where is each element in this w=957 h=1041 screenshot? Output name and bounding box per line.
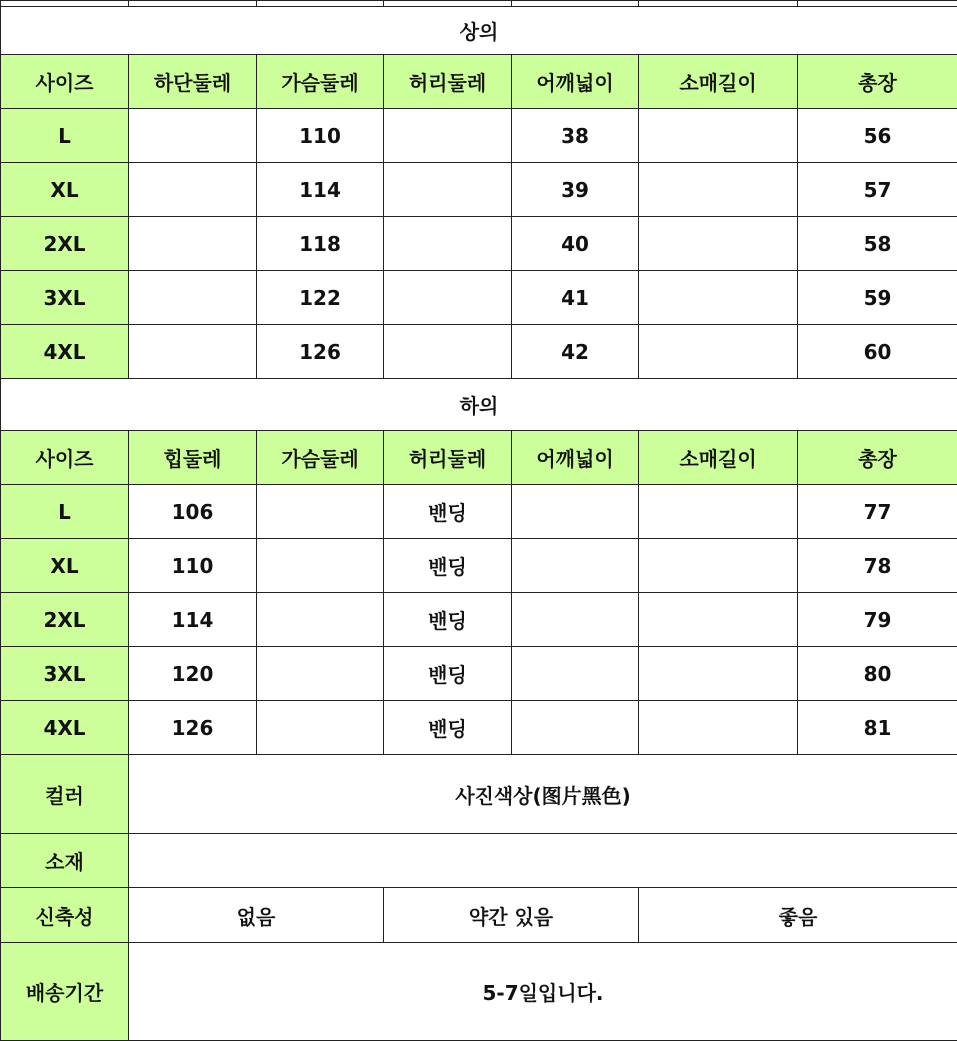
measurement-cell	[384, 271, 512, 325]
measurement-cell: 밴딩	[384, 647, 512, 701]
measurement-cell: 78	[798, 539, 957, 593]
measurement-cell: 59	[798, 271, 957, 325]
measurement-cell	[512, 593, 639, 647]
color-label: 컬러	[1, 755, 129, 834]
size-label-cell: XL	[1, 539, 129, 593]
measurement-cell	[384, 325, 512, 379]
measurement-cell	[639, 109, 798, 163]
size-label-cell: 4XL	[1, 701, 129, 755]
table-row	[1, 325, 957, 379]
measurement-cell: 106	[129, 485, 257, 539]
measurement-cell	[639, 701, 798, 755]
measurement-cell: 39	[512, 163, 639, 217]
shipping-value: 5-7일입니다.	[129, 943, 957, 1041]
table-row	[1, 701, 957, 755]
measurement-cell: 57	[798, 163, 957, 217]
measurement-cell: 42	[512, 325, 639, 379]
measurement-cell: 41	[512, 271, 639, 325]
header-cell: 가슴둘레	[257, 431, 384, 485]
measurement-cell: 126	[129, 701, 257, 755]
size-label-cell: L	[1, 109, 129, 163]
measurement-cell: 60	[798, 325, 957, 379]
table-row	[1, 109, 957, 163]
measurement-cell: 120	[129, 647, 257, 701]
size-label-cell: 2XL	[1, 593, 129, 647]
measurement-cell: 79	[798, 593, 957, 647]
measurement-cell	[257, 485, 384, 539]
header-cell: 사이즈	[1, 55, 129, 109]
measurement-cell: 114	[257, 163, 384, 217]
header-cell: 소매길이	[639, 55, 798, 109]
color-value: 사진색상(图片黑色)	[129, 755, 957, 834]
measurement-cell: 80	[798, 647, 957, 701]
table-row	[1, 539, 957, 593]
measurement-cell	[129, 325, 257, 379]
measurement-cell: 81	[798, 701, 957, 755]
measurement-cell	[257, 593, 384, 647]
section-title-top: 상의	[1, 7, 957, 55]
measurement-cell: 밴딩	[384, 539, 512, 593]
measurement-cell	[129, 109, 257, 163]
size-label-cell: 4XL	[1, 325, 129, 379]
table-row	[1, 217, 957, 271]
measurement-cell	[257, 701, 384, 755]
size-label-cell: XL	[1, 163, 129, 217]
measurement-cell	[512, 647, 639, 701]
header-cell: 총장	[798, 431, 957, 485]
measurement-cell	[639, 325, 798, 379]
top-header-row	[1, 55, 957, 109]
material-value	[129, 834, 957, 888]
measurement-cell: 56	[798, 109, 957, 163]
shipping-label: 배송기간	[1, 943, 129, 1041]
measurement-cell	[257, 647, 384, 701]
measurement-cell	[384, 109, 512, 163]
measurement-cell	[639, 593, 798, 647]
measurement-cell	[512, 485, 639, 539]
stretch-option-none: 없음	[129, 888, 384, 943]
measurement-cell: 114	[129, 593, 257, 647]
measurement-cell: 밴딩	[384, 593, 512, 647]
size-label-cell: L	[1, 485, 129, 539]
bottom-section-title-row	[1, 379, 957, 431]
material-row	[1, 834, 957, 888]
header-cell: 허리둘레	[384, 431, 512, 485]
size-label-cell: 3XL	[1, 271, 129, 325]
header-cell: 소매길이	[639, 431, 798, 485]
table-row	[1, 271, 957, 325]
stretch-option-slight: 약간 있음	[384, 888, 639, 943]
measurement-cell: 38	[512, 109, 639, 163]
measurement-cell: 122	[257, 271, 384, 325]
measurement-cell: 77	[798, 485, 957, 539]
measurement-cell	[257, 539, 384, 593]
size-label-cell: 2XL	[1, 217, 129, 271]
measurement-cell: 40	[512, 217, 639, 271]
measurement-cell	[512, 539, 639, 593]
header-cell: 사이즈	[1, 431, 129, 485]
measurement-cell	[129, 217, 257, 271]
bottom-header-row	[1, 431, 957, 485]
table-row	[1, 485, 957, 539]
material-label: 소재	[1, 834, 129, 888]
header-cell: 허리둘레	[384, 55, 512, 109]
measurement-cell	[639, 485, 798, 539]
measurement-cell: 110	[129, 539, 257, 593]
shipping-row	[1, 943, 957, 1041]
measurement-cell	[129, 163, 257, 217]
header-cell: 하단둘레	[129, 55, 257, 109]
stretch-option-good: 좋음	[639, 888, 957, 943]
table-row	[1, 593, 957, 647]
measurement-cell: 58	[798, 217, 957, 271]
section-title-bottom: 하의	[1, 379, 957, 431]
measurement-cell: 110	[257, 109, 384, 163]
measurement-cell	[639, 271, 798, 325]
measurement-cell	[639, 217, 798, 271]
color-row	[1, 755, 957, 834]
stretch-row	[1, 888, 957, 943]
measurement-cell: 126	[257, 325, 384, 379]
measurement-cell	[512, 701, 639, 755]
measurement-cell	[639, 539, 798, 593]
stretch-label: 신축성	[1, 888, 129, 943]
size-label-cell: 3XL	[1, 647, 129, 701]
measurement-cell	[129, 271, 257, 325]
header-cell: 총장	[798, 55, 957, 109]
measurement-cell	[384, 217, 512, 271]
table-row	[1, 647, 957, 701]
header-cell: 가슴둘레	[257, 55, 384, 109]
measurement-cell: 밴딩	[384, 701, 512, 755]
header-cell: 힙둘레	[129, 431, 257, 485]
table-row	[1, 163, 957, 217]
measurement-cell	[384, 163, 512, 217]
top-section-title-row	[1, 7, 957, 55]
header-cell: 어깨넓이	[512, 55, 639, 109]
header-cell: 어깨넓이	[512, 431, 639, 485]
measurement-cell: 밴딩	[384, 485, 512, 539]
measurement-cell	[639, 647, 798, 701]
measurement-cell	[639, 163, 798, 217]
measurement-cell: 118	[257, 217, 384, 271]
